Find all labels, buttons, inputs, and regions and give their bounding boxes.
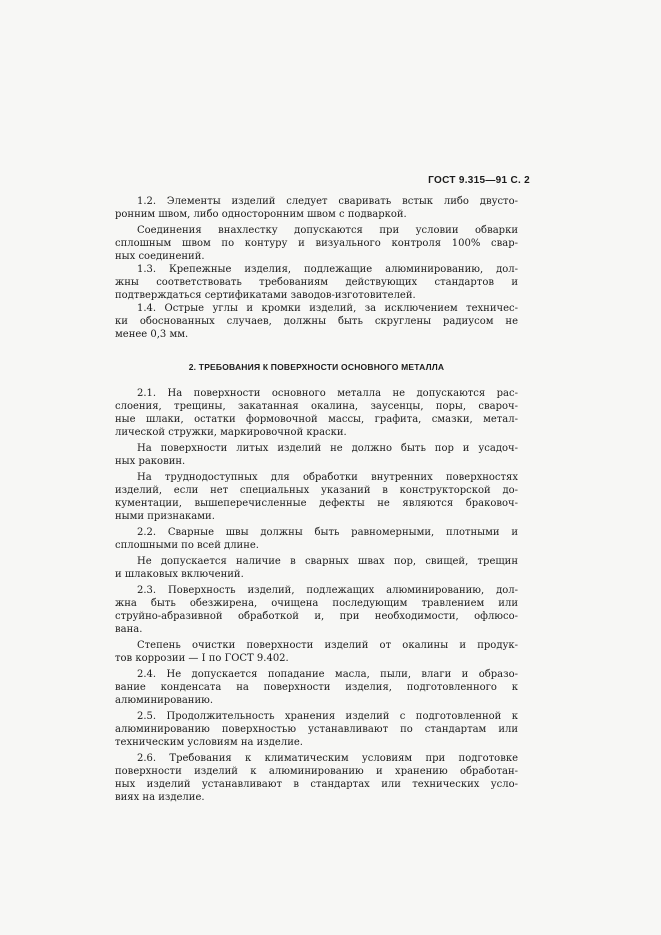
text-line: 2.3. Поверхность изделий, подлежащих алюминированию, дол- [137, 585, 518, 596]
paragraph-cast-products [115, 442, 518, 468]
text-line: ных соединений. [115, 251, 205, 262]
text-line: 2.5. Продолжительность хранения изделий с подготовленной к [137, 711, 518, 722]
paragraph-2-3 [115, 584, 518, 636]
text-line: 1.4. Острые углы и кромки изделий, за исключением техничес- [137, 303, 518, 314]
text-line: кументации, вышеперечисленные дефекты не являются браковоч- [115, 498, 518, 509]
document-body [115, 195, 518, 807]
text-line: Не допускается наличие в сварных швах пор, свищей, трещин [137, 556, 518, 567]
text-line: изделий, если нет специальных указаний в конструкторской до- [115, 485, 518, 496]
text-line: 2.4. Не допускается попадание масла, пыли, влаги и образо- [137, 669, 518, 680]
text-line: 2.2. Сварные швы должны быть равномерными, плотными и [137, 527, 518, 538]
text-line: сплошными по всей длине. [115, 540, 259, 551]
text-line: и шлаковых включений. [115, 569, 244, 580]
paragraph-2-2 [115, 526, 518, 552]
paragraph-2-5 [115, 710, 518, 749]
section-heading: 2. ТРЕБОВАНИЯ К ПОВЕРХНОСТИ ОСНОВНОГО МЕТАЛЛА [188, 362, 445, 372]
text-line: вана. [115, 624, 143, 635]
text-line: ных изделий устанавливают в стандартах или технических усло- [115, 779, 518, 790]
text-line: слоения, трещины, закатанная окалина, заусенцы, поры, свароч- [115, 401, 518, 412]
text-line: менее 0,3 мм. [115, 329, 189, 340]
text-line: техническим условиям на изделие. [115, 737, 303, 748]
text-line: ронним швом, либо односторонним швом с подваркой. [115, 209, 407, 220]
text-line: лической стружки, маркировочной краски. [115, 427, 347, 438]
paragraph-1-3 [115, 263, 518, 302]
text-line: виях на изделие. [115, 792, 205, 803]
text-line: алюминированию. [115, 695, 214, 706]
text-line: ных раковин. [115, 456, 186, 467]
text-line: жны соответствовать требованиям действующих стандартов и [115, 277, 518, 288]
text-line: подтверждаться сертификатами заводов-изготовителей. [115, 290, 416, 301]
text-line: вание конденсата на поверхности изделия, подготовленного к [115, 682, 518, 693]
paragraph-1-4 [115, 302, 518, 341]
text-line: Степень очистки поверхности изделий от окалины и продук- [137, 640, 518, 651]
text-line: ными признаками. [115, 511, 215, 522]
text-line: струйно-абразивной обработкой и, при необходимости, офлюсо- [115, 611, 518, 622]
paragraph-1-2 [115, 195, 518, 221]
text-line: сплошным швом по контуру и визуального контроля 100% свар- [115, 238, 518, 249]
text-line: жна быть обезжирена, очищена последующим травлением или [115, 598, 518, 609]
text-line: На поверхности литых изделий не должно быть пор и усадоч- [137, 443, 518, 454]
paragraph-overlap-joints [115, 224, 518, 263]
text-line: 1.3. Крепежные изделия, подлежащие алюминированию, дол- [137, 264, 518, 275]
paragraph-2-4 [115, 668, 518, 707]
paragraph-hard-to-reach [115, 471, 518, 523]
paragraph-cleaning-degree [115, 639, 518, 665]
text-line: ные шлаки, остатки формовочной массы, графита, смазки, метал- [115, 414, 518, 425]
paragraph-2-6 [115, 752, 518, 804]
text-line: Соединения внахлестку допускаются при условии обварки [137, 225, 518, 236]
text-line: тов коррозии — I по ГОСТ 9.402. [115, 653, 289, 664]
paragraph-2-1 [115, 387, 518, 439]
paragraph-weld-defects [115, 555, 518, 581]
text-line: 2.1. На поверхности основного металла не допускаются рас- [137, 388, 518, 399]
text-line: На труднодоступных для обработки внутренних поверхностях [137, 472, 518, 483]
text-line: 2.6. Требования к климатическим условиям при подготовке [137, 753, 518, 764]
text-line: алюминированию поверхностью устанавливают по стандартам или [115, 724, 518, 735]
text-line: ки обоснованных случаев, должны быть скруглены радиусом не [115, 316, 518, 327]
running-head: ГОСТ 9.315—91 С. 2 [428, 175, 530, 186]
text-line: 1.2. Элементы изделий следует сваривать встык либо двусто- [137, 196, 518, 207]
text-line: поверхности изделий к алюминированию и хранению обработан- [115, 766, 518, 777]
